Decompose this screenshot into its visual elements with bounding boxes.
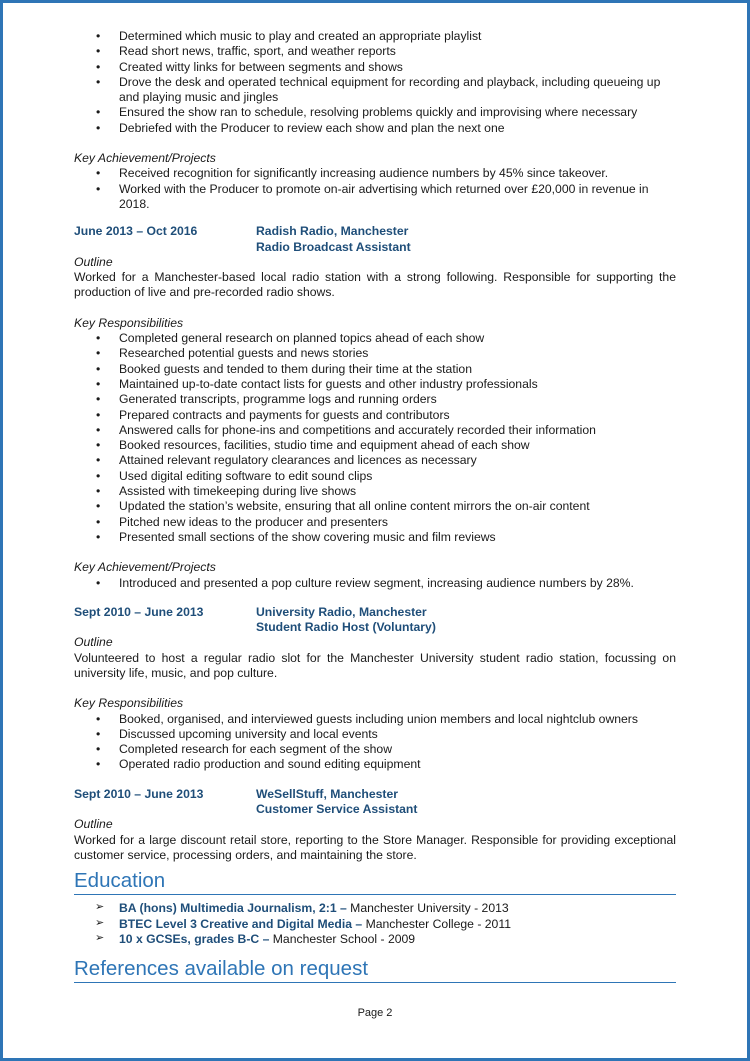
- job-dates: Sept 2010 – June 2013: [74, 786, 204, 801]
- bullet-icon: •: [96, 726, 101, 741]
- bullet-icon: •: [96, 346, 101, 361]
- job-dates: Sept 2010 – June 2013: [74, 604, 204, 619]
- list-item: ➢ BTEC Level 3 Creative and Digital Media – Manchester College - 2011: [95, 916, 511, 931]
- bullet-icon: •: [96, 331, 101, 346]
- list-item: • Generated transcripts, programme logs and running orders: [96, 392, 437, 407]
- page-number: Page 2: [357, 1007, 393, 1019]
- list-item: • Completed general research on planned topics ahead of each show: [96, 331, 485, 346]
- list-item: • Created witty links for between segments and shows: [96, 59, 403, 74]
- bullet-icon: •: [96, 742, 101, 757]
- bullet-icon: •: [96, 757, 101, 772]
- list-item: • Booked resources, facilities, studio time and equipment ahead of each show: [96, 438, 530, 453]
- arrow-bullet-icon: ➢: [95, 916, 105, 929]
- bullet-icon: •: [96, 181, 101, 196]
- list-item: ➢ BA (hons) Multimedia Journalism, 2:1 – Manchester University - 2013: [95, 901, 509, 916]
- outline-label: Outline: [74, 635, 113, 650]
- job-header: [74, 605, 676, 636]
- bullet-icon: •: [96, 484, 101, 499]
- qualification-detail: Manchester School - 2009: [272, 931, 416, 946]
- job-role: Student Radio Host (Voluntary): [256, 620, 436, 635]
- job-title-block: [256, 787, 417, 818]
- list-item: • Maintained up-to-date contact lists for guests and other industry professionals: [96, 376, 538, 391]
- bullet-icon: •: [96, 529, 101, 544]
- qualification-detail: Manchester University - 2013: [350, 901, 509, 916]
- list-item: • Debriefed with the Producer to review each show and plan the next one: [96, 120, 505, 135]
- list-item: • Presented small sections of the show covering music and film reviews: [96, 529, 496, 544]
- bullet-icon: •: [96, 120, 101, 135]
- bullet-icon: •: [96, 422, 101, 437]
- spacer: [74, 773, 676, 787]
- spacer: [74, 545, 676, 560]
- job-outline: Volunteered to host a regular radio slot for the Manchester University student radio station, focussing on university life, music, and pop culture.: [74, 650, 676, 680]
- job-employer: Radish Radio, Manchester: [256, 224, 409, 239]
- list-item: • Determined which music to play and created an appropriate playlist: [96, 29, 482, 43]
- list-item: • Booked, organised, and interviewed guests including union members and local nightclub owners: [96, 711, 638, 726]
- bullet-icon: •: [96, 392, 101, 407]
- job-employer: University Radio, Manchester: [256, 604, 427, 619]
- outline-label: Outline: [74, 817, 113, 832]
- bullet-icon: •: [96, 438, 101, 453]
- list-item: • Operated radio production and sound editing equipment: [96, 757, 421, 772]
- outline-label: Outline: [74, 254, 113, 269]
- bullet-icon: •: [96, 166, 101, 181]
- bullet-icon: •: [96, 44, 101, 59]
- bullet-icon: •: [96, 59, 101, 74]
- list-item: • Pitched new ideas to the producer and presenters: [96, 514, 388, 529]
- job-title-block: [256, 224, 411, 255]
- top-achievement-list: [74, 166, 676, 212]
- page-content: [74, 29, 676, 989]
- achievements-label: Key Achievement/Projects: [74, 151, 216, 166]
- responsibility-list: [74, 331, 676, 545]
- bullet-icon: •: [96, 29, 101, 43]
- list-item: • Assisted with timekeeping during live shows: [96, 484, 357, 499]
- achievements-label: Key Achievement/Projects: [74, 560, 216, 575]
- arrow-bullet-icon: ➢: [95, 901, 105, 914]
- achievement-list: [74, 576, 676, 591]
- job-employer: WeSellStuff, Manchester: [256, 786, 398, 801]
- list-item: ➢ 10 x GCSEs, grades B-C – Manchester School - 2009: [95, 931, 416, 946]
- qualification: BA (hons) Multimedia Journalism, 2:1: [119, 901, 337, 916]
- responsibility-list: [74, 712, 676, 773]
- list-item: • Read short news, traffic, sport, and weather reports: [96, 44, 396, 59]
- spacer: [74, 136, 676, 151]
- education-list: [74, 901, 676, 947]
- list-item: • Worked with the Producer to promote on-air advertising which returned over £20,000 in revenue in 2018.: [96, 181, 649, 211]
- job-role: Radio Broadcast Assistant: [256, 239, 411, 254]
- qualification: 10 x GCSEs, grades B-C: [119, 931, 260, 946]
- education-heading: Education: [74, 869, 676, 895]
- job-outline: Worked for a Manchester-based local radio station with a strong following. Responsible for supporting the production of live and pre-recorded radio shows.: [74, 270, 676, 300]
- list-item: • Updated the station’s website, ensuring that all online content mirrors the on-air content: [96, 499, 590, 514]
- list-item: • Ensured the show ran to schedule, resolving problems quickly and improvising where necessary: [96, 105, 638, 120]
- qualification-detail: Manchester College - 2011: [365, 916, 511, 931]
- job-header: [74, 787, 676, 818]
- job-outline: Worked for a large discount retail store, reporting to the Store Manager. Responsible for providing exceptional customer service, processing orders, and maintaining the store.: [74, 832, 676, 862]
- job-title-block: [256, 605, 436, 636]
- bullet-icon: •: [96, 499, 101, 514]
- job-dates: June 2013 – Oct 2016: [74, 224, 198, 239]
- bullet-icon: •: [96, 361, 101, 376]
- bullet-icon: •: [96, 711, 101, 726]
- bullet-icon: •: [96, 575, 101, 590]
- bullet-icon: •: [96, 74, 101, 89]
- bullet-icon: •: [96, 376, 101, 391]
- responsibilities-label: Key Responsibilities: [74, 315, 184, 330]
- list-item: • Attained relevant regulatory clearances and licences as necessary: [96, 453, 477, 468]
- spacer: [74, 212, 676, 224]
- list-item: • Researched potential guests and news stories: [96, 346, 369, 361]
- bullet-icon: •: [96, 514, 101, 529]
- job-header: [74, 224, 676, 255]
- list-item: • Booked guests and tended to them during their time at the station: [96, 361, 472, 376]
- bullet-icon: •: [96, 453, 101, 468]
- bullet-icon: •: [96, 105, 101, 120]
- bullet-icon: •: [96, 407, 101, 422]
- qualification: BTEC Level 3 Creative and Digital Media: [119, 916, 352, 931]
- list-item: • Answered calls for phone-ins and competitions and accurately recorded their information: [96, 422, 596, 437]
- list-item: • Completed research for each segment of the show: [96, 742, 393, 757]
- list-item: • Used digital editing software to edit sound clips: [96, 468, 373, 483]
- job-role: Customer Service Assistant: [256, 802, 418, 817]
- responsibilities-label: Key Responsibilities: [74, 696, 184, 711]
- top-bullet-list: [74, 29, 676, 136]
- spacer: [74, 681, 676, 696]
- list-item: • Prepared contracts and payments for guests and contributors: [96, 407, 450, 422]
- list-item: • Introduced and presented a pop culture review segment, increasing audience numbers by 28%.: [96, 575, 634, 590]
- bullet-icon: •: [96, 468, 101, 483]
- spacer: [74, 301, 676, 316]
- list-item: • Discussed upcoming university and local events: [96, 726, 378, 741]
- arrow-bullet-icon: ➢: [95, 931, 105, 944]
- spacer: [74, 591, 676, 605]
- list-item: • Received recognition for significantly increasing audience numbers by 45% since takeover.: [96, 166, 609, 181]
- list-item: • Drove the desk and operated technical equipment for recording and playback, including queueing up and playing music and jingles: [96, 74, 661, 105]
- references-heading: References available on request: [74, 957, 676, 983]
